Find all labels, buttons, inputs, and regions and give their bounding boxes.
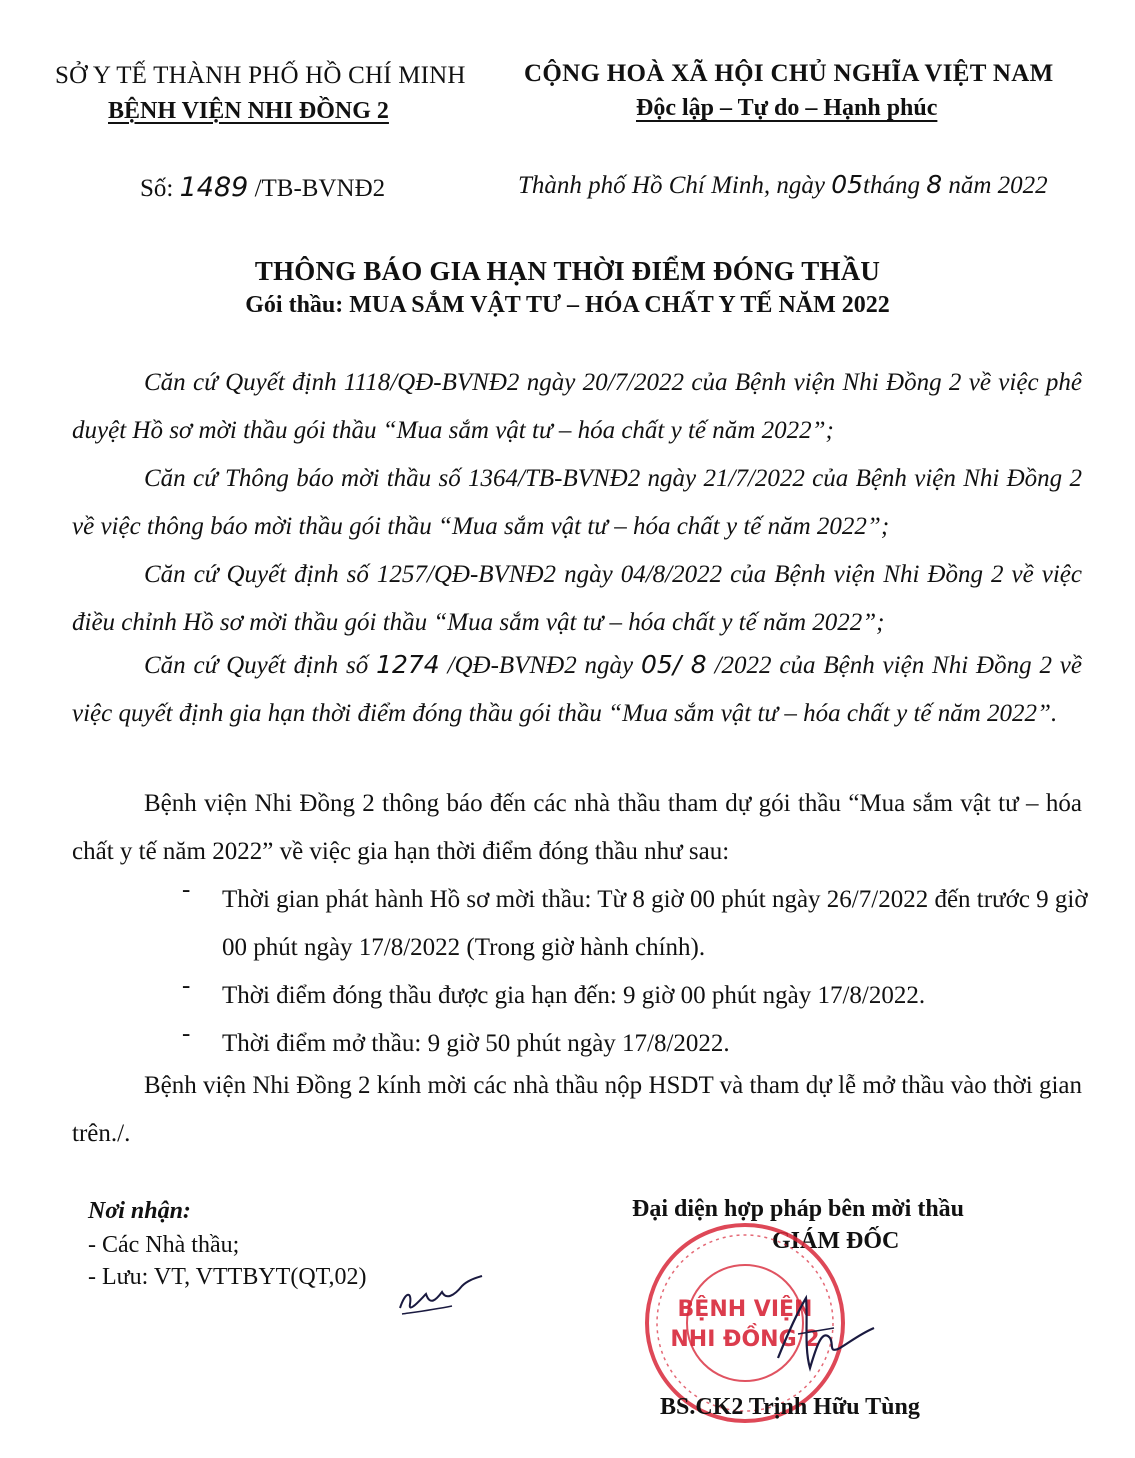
bullet-text: Thời điểm đóng thầu được gia hạn đến: 9 giờ 00 phút ngày 17/8/2022.: [222, 982, 926, 1009]
bullet-dash: -: [182, 972, 191, 999]
signatory-name: BS.CK2 Trịnh Hữu Tùng: [660, 1394, 920, 1420]
document-number: [140, 172, 385, 203]
legal-basis-4-part1: Căn cứ Quyết định số: [144, 652, 377, 679]
date-day: 05: [831, 170, 864, 199]
document-title: THÔNG BÁO GIA HẠN THỜI ĐIỂM ĐÓNG THẦU: [254, 256, 881, 286]
legal-basis-1: Căn cứ Quyết định 1118/QĐ-BVNĐ2 ngày 20/7/2022 của Bệnh viện Nhi Đồng 2 về việc phê duyệt Hồ sơ mời thầu gói thầu “Mua sắm vật tư – hóa chất y tế năm 2022”;: [72, 369, 1082, 444]
initials-signature: [396, 1270, 486, 1320]
document-subtitle: Gói thầu: MUA SẮM VẬT TƯ – HÓA CHẤT Y TẾ NĂM 2022: [245, 292, 890, 318]
recipient-item: - Các Nhà thầu;: [88, 1232, 240, 1258]
date-month-label: tháng: [863, 172, 927, 199]
legal-basis-2: Căn cứ Thông báo mời thầu số 1364/TB-BVNĐ2 ngày 21/7/2022 của Bệnh viện Nhi Đồng 2 về việc thông báo mời thầu gói thầu “Mua sắm vật tư – hóa chất y tế năm 2022”;: [72, 465, 1082, 540]
recipient-item: - Lưu: VT, VTTBYT(QT,02): [88, 1264, 367, 1290]
director-signature: [770, 1288, 880, 1378]
svg-text:NHI ĐỒNG 2: NHI ĐỒNG 2: [670, 1327, 820, 1352]
doc-number-handwritten: 1489: [179, 172, 249, 203]
bullet-dash: -: [182, 1020, 191, 1047]
legal-basis-3: Căn cứ Quyết định số 1257/QĐ-BVNĐ2 ngày 04/8/2022 của Bệnh viện Nhi Đồng 2 về việc điều chỉnh Hồ sơ mời thầu gói thầu “Mua sắm vật tư – hóa chất y tế năm 2022”;: [72, 561, 1082, 636]
hospital-name: [108, 98, 389, 125]
republic-name: CỘNG HOÀ XÃ HỘI CHỦ NGHĨA VIỆT NAM: [524, 60, 1054, 87]
date-prefix: Thành phố Hồ Chí Minh, ngày: [518, 172, 832, 199]
bullet-text: Thời gian phát hành Hồ sơ mời thầu: Từ 8 giờ 00 phút ngày 26/7/2022 đến trước 9 giờ 00 phút ngày 17/8/2022 (Trong giờ hành chính).: [222, 886, 1088, 961]
date-month: 8: [926, 170, 943, 199]
legal-basis-4: [72, 641, 1082, 738]
intro-paragraph: Bệnh viện Nhi Đồng 2 thông báo đến các nhà thầu tham dự gói thầu “Mua sắm vật tư – hóa chất y tế năm 2022” về việc gia hạn thời điểm đóng thầu như sau:: [72, 790, 1082, 865]
date-year: năm 2022: [942, 172, 1048, 199]
hospital-name-text: BỆNH VIỆN NHI ĐỒNG 2: [108, 98, 389, 124]
signatory-role: GIÁM ĐỐC: [772, 1228, 900, 1254]
doc-number-suffix: /TB-BVNĐ2: [248, 175, 386, 202]
document-date: [518, 170, 1048, 200]
doc-number-prefix: Số:: [140, 175, 180, 202]
legal-basis-4-part3: /2022 của Bệnh viện Nhi Đồng 2 về việc quyết định gia hạn thời điểm đóng thầu gói thầu “Mua sắm vật tư – hóa chất y tế năm 2022”.: [72, 652, 1082, 727]
decision-date-handwritten: 05/ 8: [641, 650, 707, 679]
svg-text:BỆNH VIỆN: BỆNH VIỆN: [677, 1297, 813, 1322]
closing-paragraph: Bệnh viện Nhi Đồng 2 kính mời các nhà thầu nộp HSDT và tham dự lễ mở thầu vào thời gian trên./.: [72, 1072, 1082, 1147]
bullet-text: Thời điểm mở thầu: 9 giờ 50 phút ngày 17/8/2022.: [222, 1030, 730, 1057]
bullet-dash: -: [182, 876, 191, 903]
signatory-title: Đại diện hợp pháp bên mời thầu: [632, 1196, 965, 1222]
national-motto: Độc lập – Tự do – Hạnh phúc: [636, 95, 938, 121]
decision-number-handwritten: 1274: [376, 650, 440, 679]
agency-name: SỞ Y TẾ THÀNH PHỐ HỒ CHÍ MINH: [55, 62, 466, 89]
recipients-title: Nơi nhận:: [88, 1198, 191, 1224]
legal-basis-4-part2: /QĐ-BVNĐ2 ngày: [439, 652, 642, 679]
